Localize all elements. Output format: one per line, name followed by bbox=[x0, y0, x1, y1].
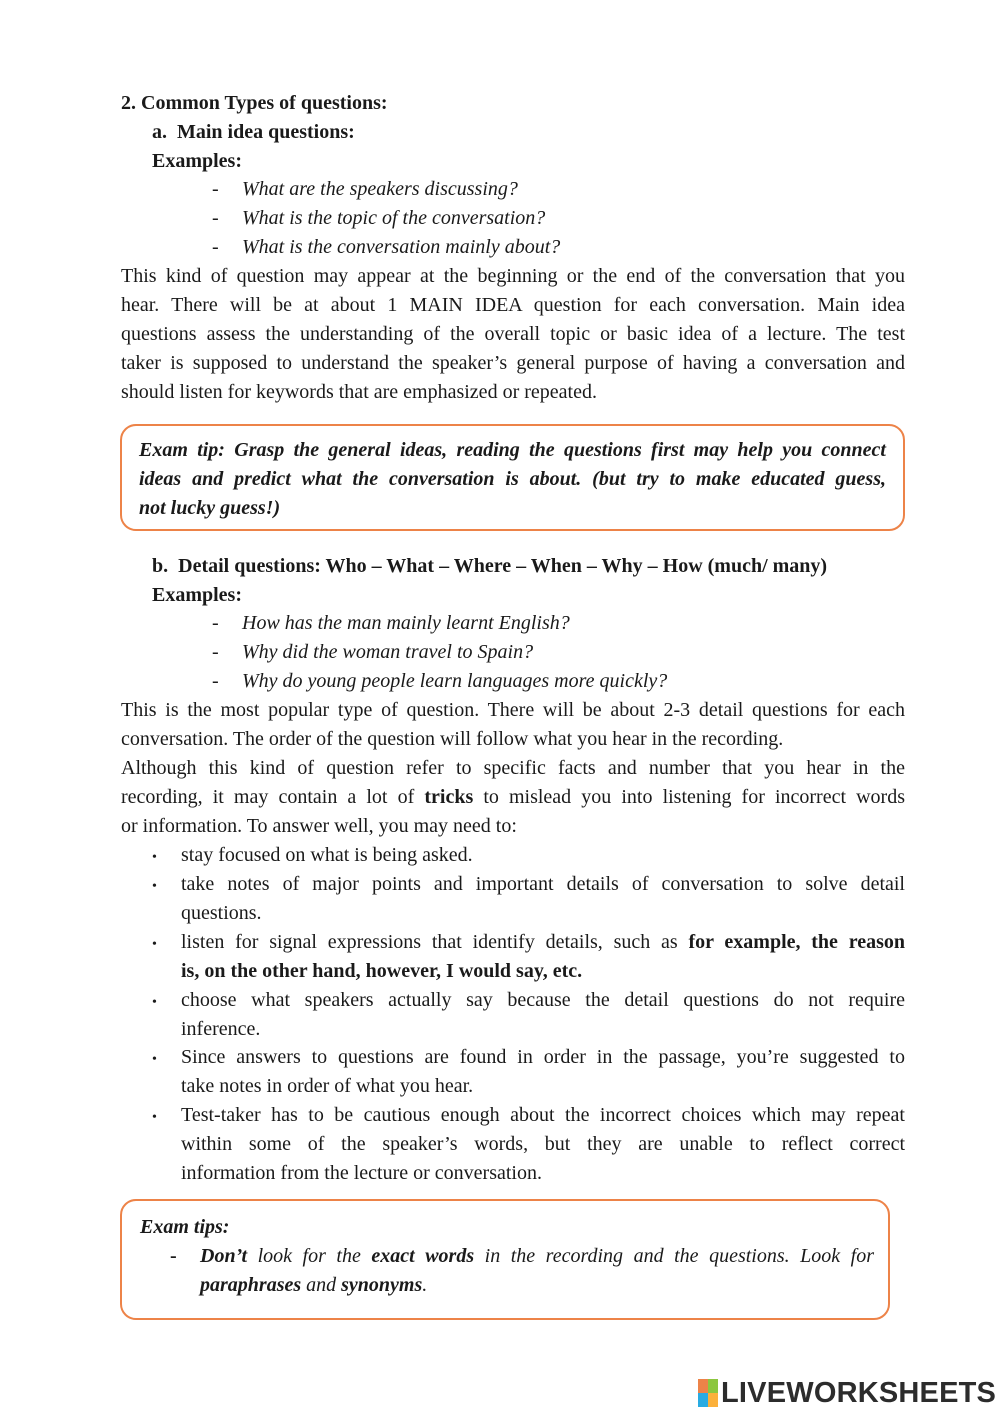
paragraph-line: taker is supposed to understand the speaker’s general purpose of having a conversation and bbox=[121, 352, 905, 374]
dash-marker: - bbox=[212, 670, 219, 692]
tip-line: ideas and predict what the conversation is about. (but try to make educated guess, bbox=[139, 468, 886, 490]
dash-marker: - bbox=[212, 641, 219, 663]
bullet-icon: • bbox=[152, 850, 157, 865]
bullet-item: stay focused on what is being asked. bbox=[181, 844, 473, 866]
bullet-icon: • bbox=[152, 1110, 157, 1125]
tricks-emphasis: tricks bbox=[424, 786, 474, 808]
logo-text: LIVEWORKSHEETS bbox=[721, 1376, 997, 1409]
tip-line: not lucky guess!) bbox=[139, 497, 281, 519]
bullet-item: Since answers to questions are found in order in the passage, you’re suggested to take notes in order of what you hear. bbox=[181, 1046, 905, 1097]
paragraph-line: or information. To answer well, you may need to: bbox=[121, 815, 517, 837]
logo-icon bbox=[698, 1379, 718, 1407]
dash-marker: - bbox=[212, 612, 219, 634]
tip-text: Don’t look for the exact words in the recording and the questions. Look for paraphrases and synonyms. bbox=[200, 1245, 875, 1296]
example-question: Why did the woman travel to Spain? bbox=[242, 641, 534, 663]
bullet-item: Test-taker has to be cautious enough about the incorrect choices which may repeat within some of the speaker’s words, but they are unable to reflect correct information from the lecture or conversation. bbox=[181, 1104, 905, 1184]
paragraph-line: recording, it may contain a lot of tricks to mislead you into listening for incorrect words bbox=[121, 786, 905, 808]
exam-tips-label: Exam tips: bbox=[140, 1216, 230, 1238]
bullet-item: listen for signal expressions that identify details, such as for example, the reason is, on the other hand, however, I would say, etc. bbox=[181, 931, 906, 982]
paragraph-line: questions assess the understanding of the overall topic or basic idea of a lecture. The test bbox=[121, 323, 905, 345]
paragraph-line: This is the most popular type of question. There will be about 2-3 detail questions for each bbox=[121, 699, 905, 721]
section-title: 2. Common Types of questions: bbox=[121, 92, 388, 114]
tip-line: Exam tip: Grasp the general ideas, reading the questions first may help you connect bbox=[139, 439, 886, 461]
main-idea-heading: a. Main idea questions: bbox=[152, 121, 355, 143]
detail-paragraph bbox=[121, 696, 905, 841]
example-question: What is the topic of the conversation? bbox=[242, 207, 546, 229]
tip-dash: - bbox=[170, 1245, 177, 1267]
examples-label-b: Examples: bbox=[152, 584, 242, 606]
paragraph-line: Although this kind of question refer to specific facts and number that you hear in the bbox=[121, 757, 905, 779]
bullet-item: take notes of major points and important details of conversation to solve detail questions. bbox=[181, 873, 905, 924]
dash-marker: - bbox=[212, 236, 219, 258]
dash-marker: - bbox=[212, 207, 219, 229]
example-question: What is the conversation mainly about? bbox=[242, 236, 561, 258]
bullet-icon: • bbox=[152, 937, 157, 952]
paragraph-line: hear. There will be at about 1 MAIN IDEA question for each conversation. Main idea bbox=[121, 294, 905, 316]
main-idea-paragraph bbox=[121, 262, 905, 407]
bullet-icon: • bbox=[152, 1052, 157, 1067]
dash-marker: - bbox=[212, 178, 219, 200]
paragraph-line: This kind of question may appear at the beginning or the end of the conversation that you bbox=[121, 265, 905, 287]
examples-label-a: Examples: bbox=[152, 150, 242, 172]
bullet-icon: • bbox=[152, 879, 157, 894]
example-question: What are the speakers discussing? bbox=[242, 178, 518, 200]
bullet-item: choose what speakers actually say because the detail questions do not require inference. bbox=[181, 989, 905, 1040]
exam-tip-text bbox=[139, 436, 886, 523]
paragraph-line: should listen for keywords that are emphasized or repeated. bbox=[121, 381, 597, 403]
detail-questions-heading: b. Detail questions: Who – What – Where – When – Why – How (much/ many) bbox=[152, 555, 828, 577]
bullet-icon: • bbox=[152, 995, 157, 1010]
liveworksheets-logo bbox=[698, 1373, 996, 1413]
example-question: Why do young people learn languages more quickly? bbox=[242, 670, 668, 692]
exam-tip-box bbox=[120, 424, 905, 531]
example-question: How has the man mainly learnt English? bbox=[242, 612, 570, 634]
exam-tips-box bbox=[120, 1199, 890, 1320]
paragraph-line: conversation. The order of the question will follow what you hear in the recording. bbox=[121, 728, 784, 750]
